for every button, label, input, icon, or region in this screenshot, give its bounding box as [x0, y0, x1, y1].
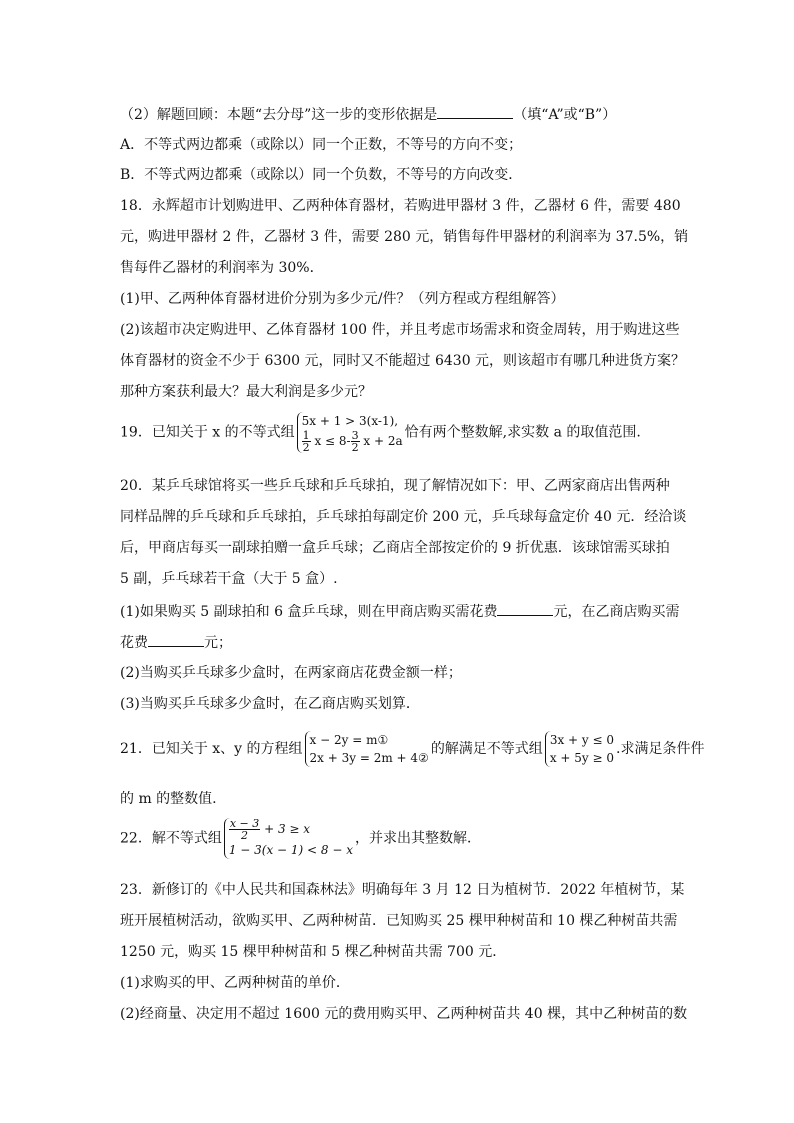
q18-part-2c: 那种方案获利最大？最大利润是多少元？	[120, 384, 372, 400]
inequality-system: 5x + 1 > 3(x-1), $\frac{1}{2}$ x ≤ 8- $\frac{3}{2}$ x + 2a	[297, 412, 403, 453]
q20-line-2: 同样品牌的乒乓球和乒乓球拍，乒乓球拍每副定价 200 元，乒乓球每盒定价 40 元．经洽谈	[120, 509, 687, 525]
fraction: $\frac{1}{2}$	[302, 429, 310, 454]
answer-blank[interactable]	[148, 632, 204, 647]
fraction: $\frac{3}{2}$	[351, 429, 359, 454]
q20-line-3: 后，甲商店每买一副球拍赠一盒乒乓球；乙商店全部按定价的 9 折优惠．该球馆需买球拍	[120, 540, 670, 556]
q23-part-2: (2)经商量、决定用不超过 1600 元的费用购买甲、乙两种树苗共 40 棵，其中乙种树苗的数	[120, 1006, 688, 1022]
q17-option-a: A．不等式两边都乘（或除以）同一个正数，不等号的方向不变；	[120, 137, 523, 153]
q18-line-2: 元，购进甲器材 2 件，乙器材 3 件，需要 280 元，销售每件甲器材的利润率为 37.5%，销	[120, 229, 689, 245]
q18-line-3: 售每件乙器材的利润率为 30%．	[120, 260, 324, 276]
q20-part-1-cont: 花费 元；	[120, 632, 232, 653]
fraction: $\frac{x - 3}{2}$	[229, 817, 260, 842]
q20-part-1: (1)如果购买 5 副球拍和 6 盒乒乓球，则在甲商店购买需花费 元，在乙商店购买需	[120, 601, 679, 622]
q23-line-3: 1250 元，购买 15 棵甲种树苗和 5 棵乙种树苗共需 700 元．	[120, 944, 507, 960]
q18-part-1: (1)甲、乙两种体育器材进价分别为多少元/件？（列方程或方程组解答）	[120, 291, 565, 307]
q23-line-2: 班开展植树活动，欲购买甲、乙两种树苗．已知购买 25 棵甲种树苗和 10 棵乙种树苗共需	[120, 913, 678, 929]
q21-line: 21．已知关于 x、y 的方程组 x − 2y = m① 2x + 3y = 2m + 4② 的解满足不等式组 3x + y ≤ 0 x + 5y ≥ 0 .求满足条件件	[120, 733, 705, 765]
q18-line-1: 18．永辉超市计划购进甲、乙两种体育器材，若购进甲器材 3 件，乙器材 6 件，需要 480	[120, 198, 681, 214]
q22-line: 22．解不等式组 $\frac{x - 3}{2}$ + 3 ≥ x 1 − 3(x − 1) < 8 − x ，并求出其整数解．	[120, 817, 481, 857]
q21-line-2: 的 m 的整数值.	[120, 791, 217, 807]
answer-blank[interactable]	[437, 104, 513, 119]
q17-review-line: （2）解题回顾：本题“去分母”这一步的变形依据是 （填“A”或“B”）	[120, 104, 616, 125]
inequality-system: $\frac{x - 3}{2}$ + 3 ≥ x 1 − 3(x − 1) < 8 − x	[224, 818, 353, 859]
equation-system: x − 2y = m① 2x + 3y = 2m + 4②	[305, 731, 429, 767]
q20-line-1: 20．某乒乓球馆将买一些乒乓球和乒乓球拍，现了解情况如下：甲、乙两家商店出售两种	[120, 478, 670, 494]
q19-line: 19．已知关于 x 的不等式组 5x + 1 > 3(x-1), $\frac{1}{2}$ x ≤ 8- $\frac{3}{2}$ x + 2a 恰有两个整数解,求实数 a 的取值范围.	[120, 414, 641, 454]
q23-line-1: 23．新修订的《中人民共和国森林法》明确每年 3 月 12 日为植树节．2022 年植树节，某	[120, 882, 685, 898]
q18-part-2a: (2)该超市决定购进甲、乙体育器材 100 件，并且考虑市场需求和资金周转，用于购进这些	[120, 322, 680, 338]
q20-part-2: (2)当购买乒乓球多少盒时，在两家商店花费金额一样；	[120, 665, 462, 681]
inequality-system: 3x + y ≤ 0 x + 5y ≥ 0	[545, 731, 614, 767]
q23-part-1: (1)求购买的甲、乙两种树苗的单价．	[120, 975, 350, 991]
q20-line-4: 5 副，乒乓球若干盒（大于 5 盒）.	[120, 571, 338, 587]
q17-option-b: B．不等式两边都乘（或除以）同一个负数，不等号的方向改变．	[120, 167, 523, 183]
q18-part-2b: 体育器材的资金不少于 6300 元，同时又不能超过 6430 元，则该超市有哪几种进货方案？	[120, 353, 686, 369]
answer-blank[interactable]	[497, 601, 553, 616]
q20-part-3: (3)当购买乒乓球多少盒时，在乙商店购买划算．	[120, 696, 420, 712]
